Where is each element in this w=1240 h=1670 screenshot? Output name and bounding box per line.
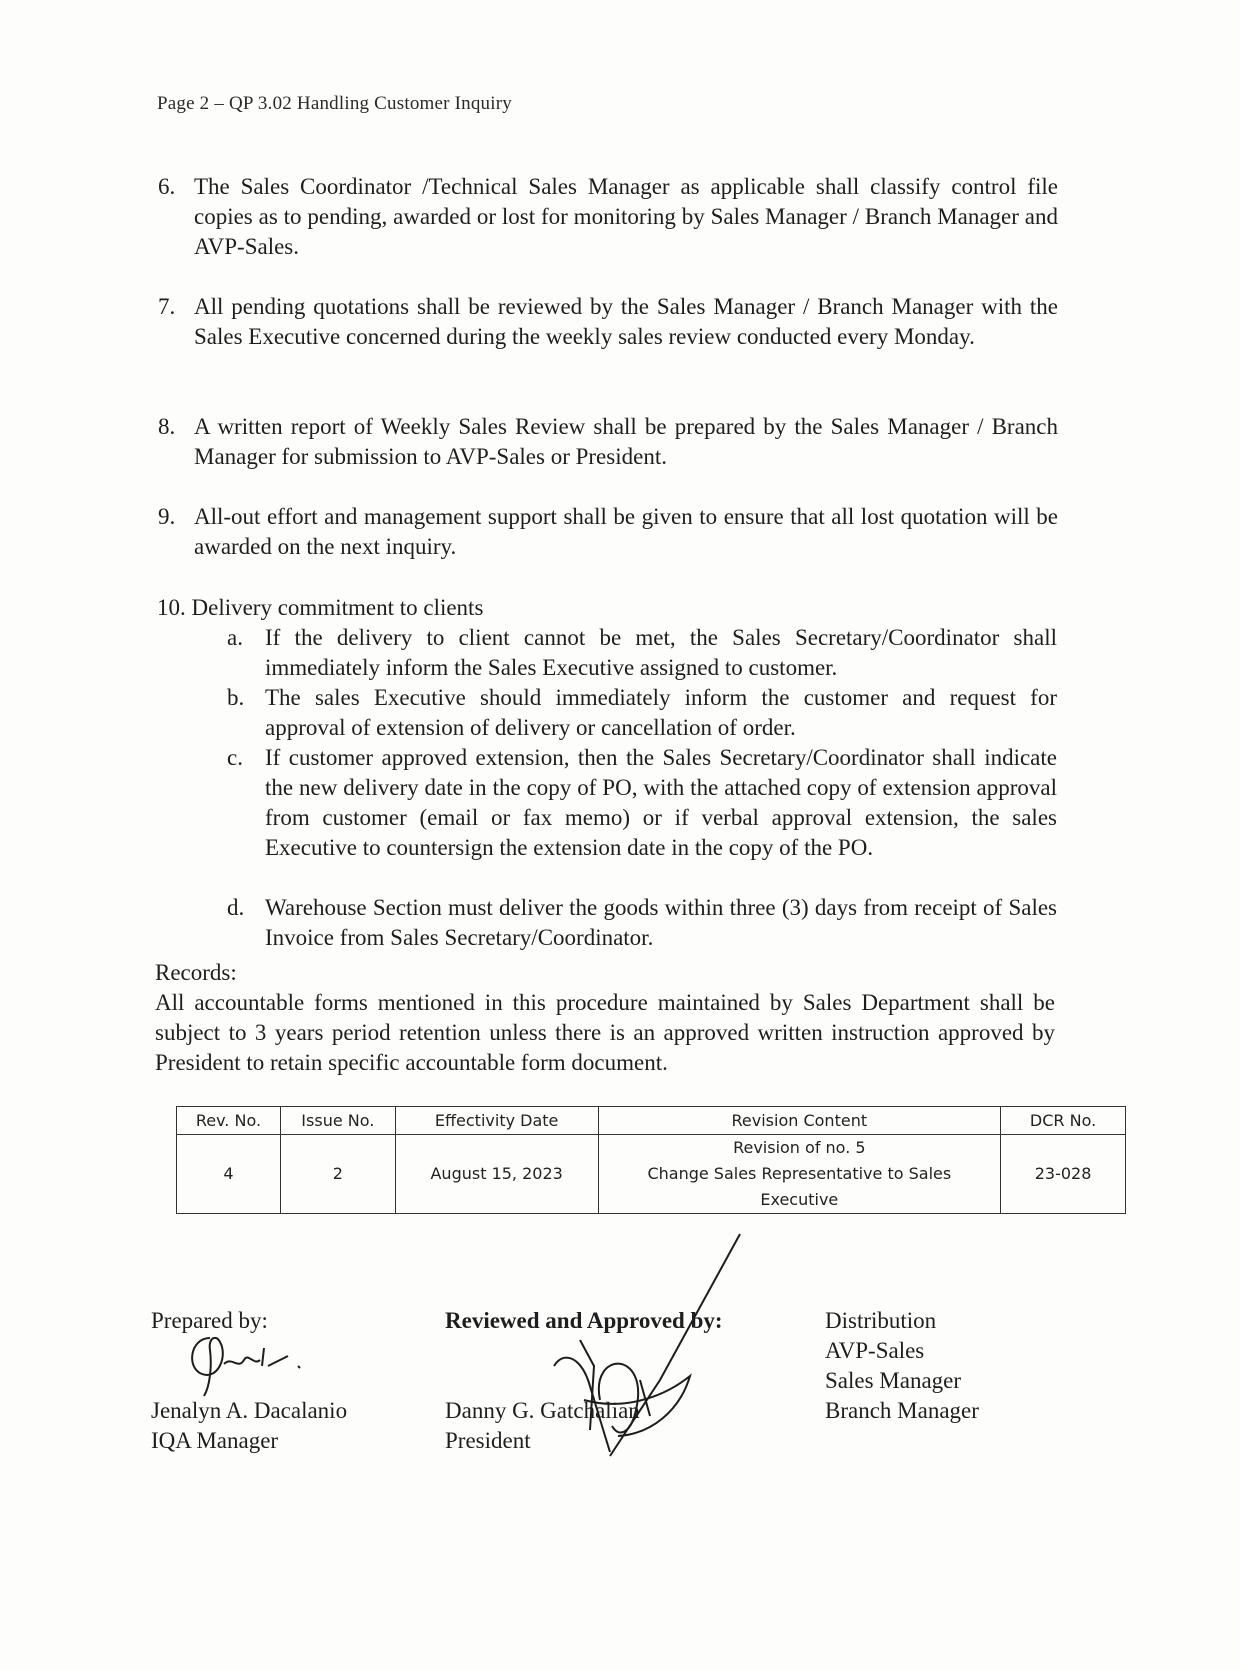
header-rev-no: Rev. No. — [177, 1107, 281, 1135]
distribution-item: Branch Manager — [825, 1398, 979, 1423]
revision-content-line: Change Sales Representative to Sales — [647, 1164, 952, 1183]
sub-item-text: The sales Executive should immediately inform the customer and request for approval of extension of delivery or cancellation of order. — [265, 685, 1057, 740]
distribution-label: Distribution — [825, 1308, 937, 1333]
sub-item-text: Warehouse Section must deliver the goods within three (3) days from receipt of Sales Invoice from Sales Secretary/Coordinator. — [265, 895, 1057, 950]
reviewed-by-name: Danny G. Gatchalian — [445, 1398, 640, 1423]
procedure-item-7 — [158, 292, 1058, 352]
item-number: 8. — [158, 414, 176, 439]
item-text: The Sales Coordinator /Technical Sales Manager as applicable shall classify control file copies as to pending, awarded or lost for monitoring by Sales Manager / Branch Manager and AVP-Sales. — [194, 174, 1058, 259]
item-text: All pending quotations shall be reviewed by the Sales Manager / Branch Manager with the Sales Executive concerned during the weekly sales review conducted every Monday. — [194, 294, 1058, 349]
sub-item-letter: c. — [227, 745, 243, 770]
cell-rev-no: 4 — [177, 1135, 281, 1214]
item-number: 9. — [158, 504, 176, 529]
sub-item-letter: a. — [227, 625, 243, 650]
distribution-item: Sales Manager — [825, 1368, 962, 1393]
sub-item-d — [227, 893, 1057, 953]
sub-item-letter: d. — [227, 895, 245, 920]
revision-table — [176, 1106, 1126, 1214]
records-heading: Records: — [155, 960, 237, 985]
item-text: A written report of Weekly Sales Review shall be prepared by the Sales Manager / Branch Manager for submission to AVP-Sales or President. — [194, 414, 1058, 469]
header-effectivity-date: Effectivity Date — [395, 1107, 598, 1135]
header-issue-no: Issue No. — [280, 1107, 395, 1135]
distribution-item: AVP-Sales — [825, 1338, 925, 1363]
header-revision-content: Revision Content — [598, 1107, 1001, 1135]
page-header: Page 2 – QP 3.02 Handling Customer Inquiry — [157, 93, 512, 114]
prepared-signature — [180, 1330, 320, 1400]
revision-table-header-row — [177, 1107, 1126, 1135]
sub-item-letter: b. — [227, 685, 245, 710]
records-text: All accountable forms mentioned in this procedure maintained by Sales Department shall be subject to 3 years period retention unless there is an approved written instruction approved by President to retain specific accountable form document. — [155, 990, 1055, 1075]
prepared-by-label: Prepared by: — [151, 1308, 268, 1333]
cell-effectivity-date: August 15, 2023 — [395, 1135, 598, 1214]
item-number: 6. — [158, 174, 176, 199]
procedure-item-9 — [158, 502, 1058, 562]
header-dcr-no: DCR No. — [1001, 1107, 1126, 1135]
cell-issue-no: 2 — [280, 1135, 395, 1214]
item-number: 7. — [158, 294, 176, 319]
sub-item-text: If customer approved extension, then the Sales Secretary/Coordinator shall indicate the new delivery date in the copy of PO, with the attached copy of extension approval from customer (email or fax memo) or if verbal approval extension, the sales Executive to countersign the extension date in the copy of the PO. — [265, 745, 1057, 860]
sub-item-a — [227, 623, 1057, 683]
prepared-by-title: IQA Manager — [151, 1428, 279, 1453]
reviewed-by-label: Reviewed and Approved by: — [445, 1308, 723, 1333]
procedure-item-8 — [158, 412, 1058, 472]
cell-dcr-no: 23-028 — [1001, 1135, 1126, 1214]
revision-content-line: Revision of no. 5 — [733, 1138, 866, 1157]
reviewed-by-title: President — [445, 1428, 531, 1453]
sub-item-b — [227, 683, 1057, 743]
sub-item-text: If the delivery to client cannot be met, the Sales Secretary/Coordinator shall immediately inform the Sales Executive assigned to customer. — [265, 625, 1057, 680]
sub-item-c — [227, 743, 1057, 863]
item-text: All-out effort and management support shall be given to ensure that all lost quotation will be awarded on the next inquiry. — [194, 504, 1058, 559]
procedure-item-10-title: 10. Delivery commitment to clients — [157, 595, 484, 620]
table-row — [177, 1135, 1126, 1214]
revision-content-line: Executive — [760, 1190, 839, 1209]
prepared-by-name: Jenalyn A. Dacalanio — [151, 1398, 348, 1423]
procedure-item-6 — [158, 172, 1058, 262]
cell-revision-content — [598, 1135, 1001, 1214]
